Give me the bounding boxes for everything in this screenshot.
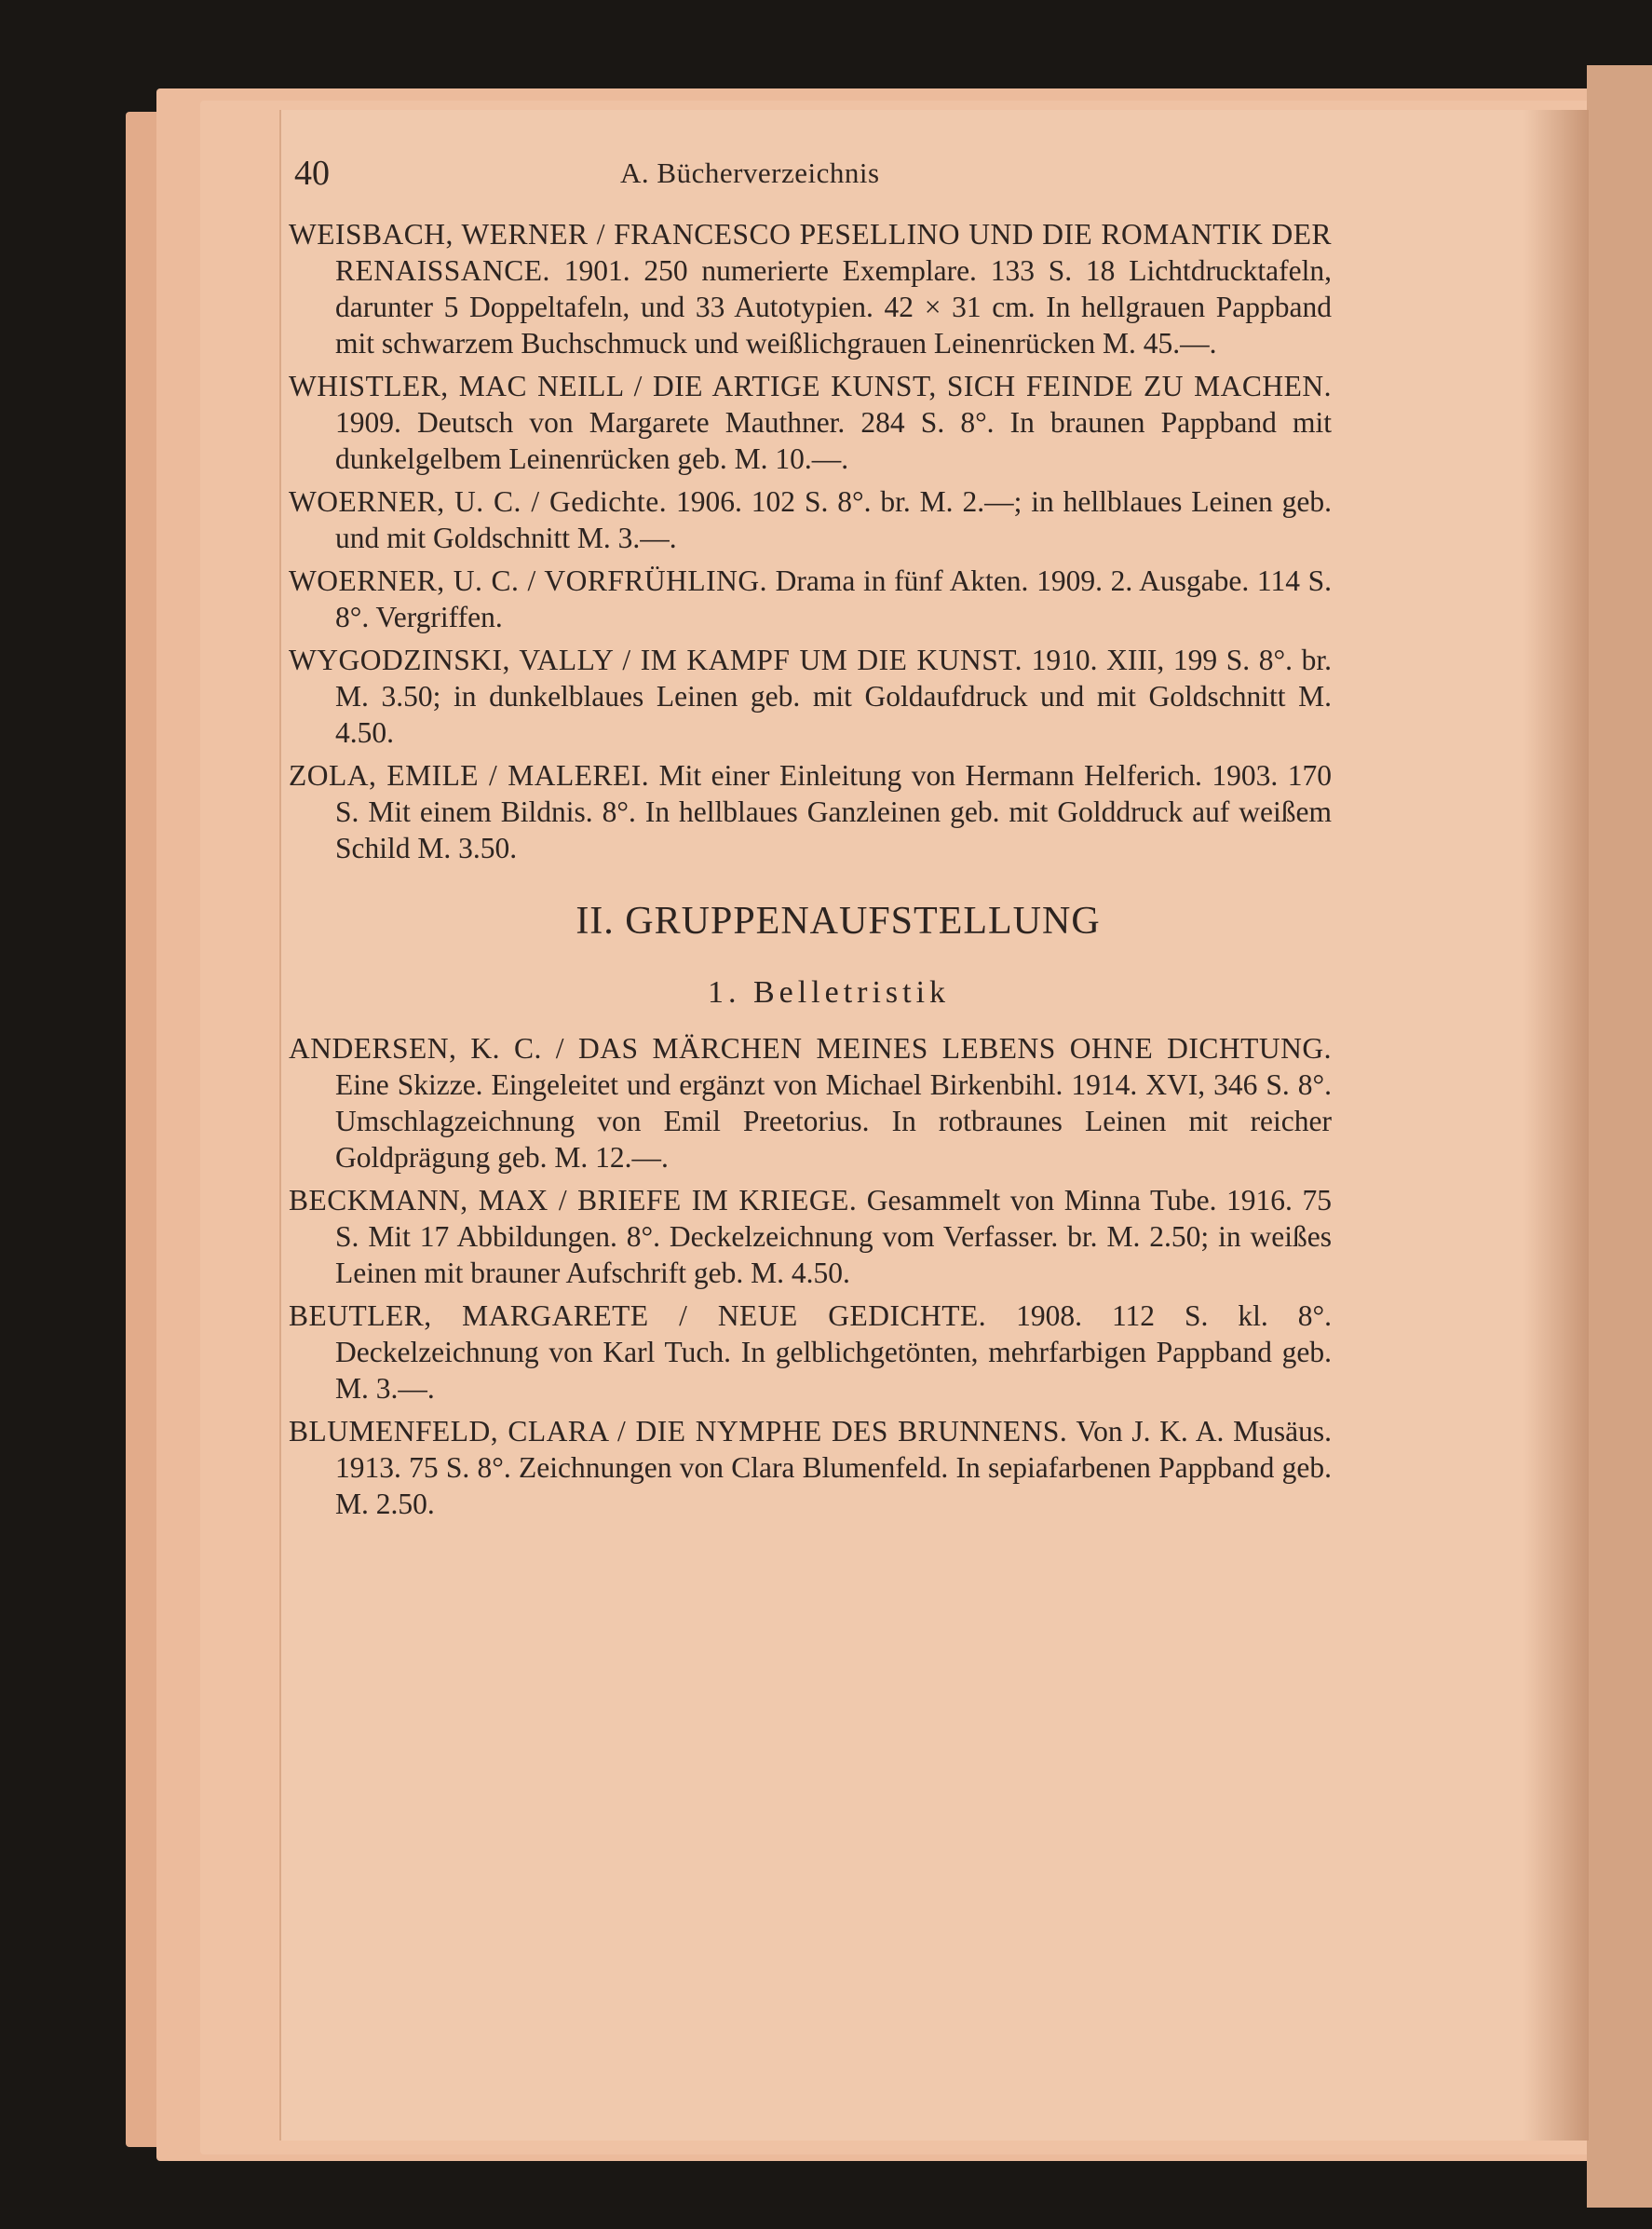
entry-details: 1908. 112 S. kl. 8°. Deckelzeichnung von Karl Tuch. In gelblichgetönten, mehrfarbigen Pappband geb. M. 3.—.: [335, 1299, 1332, 1405]
entry-details: 1910. XIII, 199 S. 8°. br. M. 3.50; in dunkelblaues Leinen geb. mit Goldaufdruck und mit Goldschnitt M. 4.50.: [335, 644, 1332, 749]
page-number: 40: [294, 154, 330, 193]
entry-details: Eine Skizze. Eingeleitet und ergänzt von Michael Birkenbihl. 1914. XVI, 346 S. 8°. Umschlagzeichnung von Emil Preetorius. In rotbraunes Leinen mit reicher Goldprägung geb. M. 12.—.: [335, 1068, 1332, 1174]
entry-title: NEUE GEDICHTE.: [717, 1299, 987, 1332]
entry-details: Von J. K. A. Musäus. 1913. 75 S. 8°. Zeichnungen von Clara Blumenfeld. In sepiafarbenen Pappband geb. M. 2.50.: [335, 1415, 1332, 1520]
entry-author: BLUMENFELD, CLARA /: [289, 1415, 636, 1447]
catalog-entry: [289, 216, 1332, 361]
entry-author: WHISTLER, MAC NEILL /: [289, 370, 654, 402]
catalog-content: [289, 216, 1332, 1529]
entry-details: Mit einer Einleitung von Hermann Helferich. 1903. 170 S. Mit einem Bildnis. 8°. In hellblaues Ganzleinen geb. mit Golddruck auf weißem Schild M. 3.50.: [335, 759, 1332, 864]
entry-author: ZOLA, EMILE /: [289, 759, 508, 792]
entry-title: FRANCESCO PESELLINO UND DIE ROMANTIK DER RENAISSANCE.: [335, 218, 1332, 287]
entry-title: IM KAMPF UM DIE KUNST.: [640, 644, 1023, 676]
entry-details: 1909. Deutsch von Margarete Mauthner. 284 S. 8°. In braunen Pappband mit dunkelgelbem Leinenrücken geb. M. 10.—.: [335, 406, 1332, 475]
entry-author: ANDERSEN, K. C. /: [289, 1032, 579, 1065]
entry-list-authors: [289, 216, 1332, 866]
entry-author: WOERNER, U. C. /: [289, 564, 545, 597]
entry-author: BECKMANN, MAX /: [289, 1184, 578, 1216]
facing-page-edge: [1587, 65, 1652, 2208]
entry-list-belletristik: [289, 1030, 1332, 1522]
catalog-entry: [289, 368, 1332, 477]
running-head: A. Bücherverzeichnis: [620, 156, 880, 189]
page-header: [294, 153, 1225, 209]
entry-title: VORFRÜHLING.: [544, 564, 768, 597]
catalog-entry: [289, 563, 1332, 635]
entry-title: DAS MÄRCHEN MEINES LEBENS OHNE DICHTUNG.: [578, 1032, 1333, 1065]
catalog-entry: [289, 757, 1332, 866]
catalog-entry: [289, 1413, 1332, 1522]
entry-details: Gesammelt von Minna Tube. 1916. 75 S. Mit 17 Abbildungen. 8°. Deckelzeichnung vom Verfasser. br. M. 2.50; in weißes Leinen mit brauner Aufschrift geb. M. 4.50.: [335, 1184, 1332, 1289]
catalog-entry: [289, 1030, 1332, 1176]
entry-author: WYGODZINSKI, VALLY /: [289, 644, 641, 676]
entry-title: DIE NYMPHE DES BRUNNENS.: [635, 1415, 1068, 1447]
entry-title: Gedichte.: [549, 485, 668, 518]
entry-author: WEISBACH, WERNER /: [289, 218, 615, 251]
catalog-entry: [289, 1182, 1332, 1291]
catalog-entry: [289, 1298, 1332, 1407]
entry-details: 1901. 250 numerierte Exemplare. 133 S. 18 Lichtdrucktafeln, darunter 5 Doppeltafeln, und 33 Autotypien. 42 × 31 cm. In hellgrauen Pappband mit schwarzem Buchschmuck und weißlichgrauen Leinenrücken M. 45.—.: [335, 254, 1332, 360]
section-heading: II. GRUPPENAUFSTELLUNG: [575, 900, 1101, 943]
entry-details: Drama in fünf Akten. 1909. 2. Ausgabe. 114 S. 8°. Vergriffen.: [335, 564, 1332, 633]
entry-author: BEUTLER, MARGARETE /: [289, 1299, 718, 1332]
entry-author: WOERNER, U. C. /: [289, 485, 550, 518]
entry-title: BRIEFE IM KRIEGE.: [577, 1184, 858, 1216]
catalog-entry: [289, 642, 1332, 751]
entry-title: MALEREI.: [508, 759, 650, 792]
page-gutter-shadow: [1523, 110, 1589, 2141]
catalog-entry: [289, 483, 1332, 556]
entry-title: DIE ARTIGE KUNST, SICH FEINDE ZU MACHEN.: [653, 370, 1332, 402]
subsection-heading: 1. Belletristik: [707, 975, 951, 1010]
entry-details: 1906. 102 S. 8°. br. M. 2.—; in hellblaues Leinen geb. und mit Goldschnitt M. 3.—.: [335, 485, 1332, 554]
